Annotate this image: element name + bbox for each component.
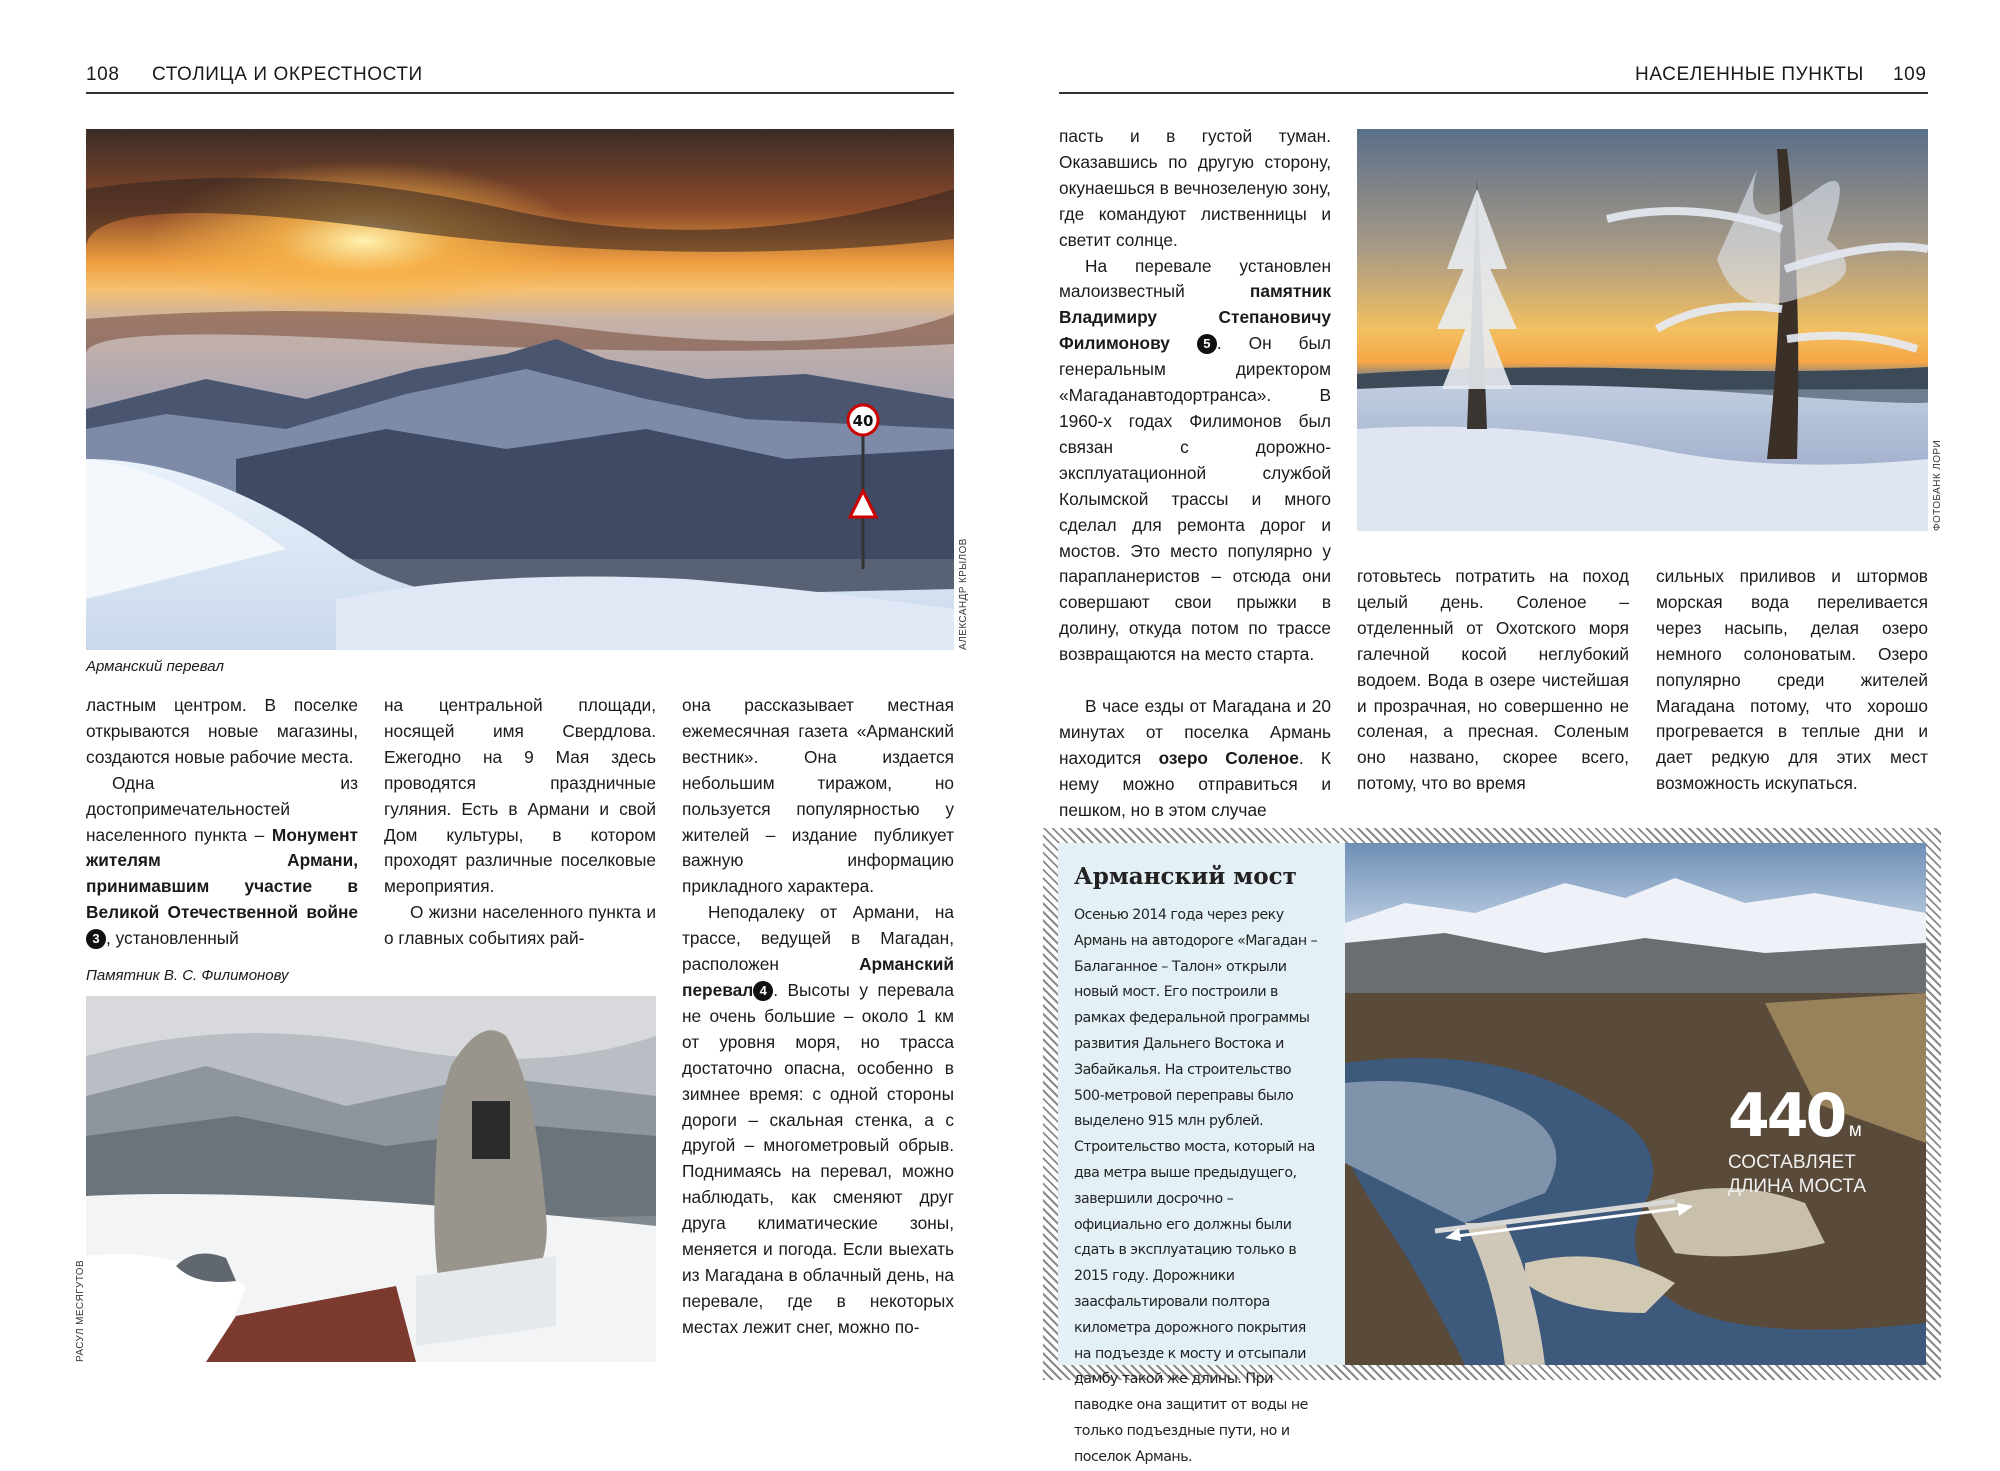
right-page-number: 109 — [1893, 64, 1927, 85]
top-photo-caption: Арманский перевал — [86, 658, 224, 675]
right-column-1: пасть и в густой туман. Оказавшись по другую сторону, окунаешься в вечнозеленую зону, где командуют лиственницы и светит солнце. На перевале установлен малоизвестный памятник Владимиру Степановичу Филимонову 5 . Он был генеральным директором «Магаданавтодортранса». В 1960-х годах Филимонов был связан с дорожно-эксплуатационной службой Колымской трассы и много сделал для ремонта дорог и мостов. Это место популярно у парапланеристов – отсюда они совершают свои прыжки в долину, откуда потом по трассе возвращаются на место старта. В часе езды от Магадана и 20 минутах от поселка Армань находится озеро Соленое. К нему можно отправиться и пешком, но в этом случае — [1059, 126, 1331, 820]
left-section-title: СТОЛИЦА И ОКРЕСТНОСТИ — [152, 64, 423, 85]
bridge-length-line2: ДЛИНА МОСТА — [1728, 1176, 1867, 1197]
bridge-length-line1: СОСТАВЛЯЕТ — [1728, 1152, 1856, 1173]
bridge-length-value: 440 — [1728, 1081, 1845, 1151]
bottom-photo-caption: Памятник В. С. Филимонову — [86, 967, 289, 984]
right-photo-credit: ФОТОБАНК ЛОРИ — [1932, 439, 1943, 531]
bridge-info-box — [1043, 828, 1941, 1465]
right-section-title: НАСЕЛЕННЫЕ ПУНКТЫ — [1635, 64, 1864, 85]
left-column-2: на центральной площади, носящей имя Свердлова. Ежегодно на 9 Мая здесь проводятся праздничные гуляния. Есть в Армани и свой Дом культуры, в котором проходят различные поселковые мероприятия. О жизни населенного пункта и о главных событиях рай- — [384, 695, 656, 949]
speed-sign-text: 40 — [852, 412, 874, 430]
left-page-number: 108 — [86, 64, 120, 85]
left-column-3: она рассказывает местная ежемесячная газета «Арманский вестник». Она издается небольшим тиражом, но пользуется популярностью у жителей – издание публикует важную информацию прикладного характера. Неподалеку от Армани, на трассе, ведущей в Магадан, расположен Арманский перевал 4 . Высоты у перевала не очень большие – около 1 км от уровня моря, но трасса достаточно опасна, особенно в зимнее время: с одной стороны дороги – скальная стенка, а с другой – многометровый обрыв. Поднимаясь на перевал, можно наблюдать, как сменяют друг друга климатические зоны, меняется и погода. Если выехать из Магадана в облачный день, на перевале, где в некоторых местах лежит снег, можно по- — [682, 695, 954, 1337]
right-column-3: сильных приливов и штормов морская вода переливается через насыпь, делая озеро немного солоноватым. Озеро популярно среди жителей Магадана потому, что хорошо прогревается в теплые дни и дает редкую для этих мест возможность искупаться. — [1656, 566, 1928, 794]
marker-3: 3 — [86, 929, 106, 949]
right-column-2: готовьтесь потратить на поход целый день. Соленое – отделенный от Охотского моря галечной косой неглубокий водоем. Вода в озере чистейшая и прозрачная, но совершенно не соленая, а пресная. Соленым оно названо, скорее всего, потому, что во время — [1357, 566, 1629, 794]
bottom-photo-credit: РАСУЛ МЕСЯГУТОВ — [75, 1259, 86, 1362]
top-photo-credit: АЛЕКСАНДР КРЫЛОВ — [958, 538, 969, 650]
armansky-pass-photo — [86, 129, 954, 650]
bridge-box-text: Осенью 2014 года через реку Армань на автодороге «Магадан – Балаганное – Талон» открыли новый мост. Его построили в рамках федеральной программы развития Дальнего Востока и Забайкалья. На строительство 500-метровой переправы было выделено 915 млн рублей. Строительство моста, который на два метра выше предыдущего, завершили досрочно – официально его должны были сдать в эксплуатацию только в 2015 году. Дорожники заасфальтировали полтора километра дорожного покрытия на подъезде к мосту и отсыпали дамбу такой же длины. При паводке она защитит от воды не только подъездные пути, но и поселок Армань. — [1074, 907, 1318, 1465]
marker-4: 4 — [753, 981, 773, 1001]
marker-5: 5 — [1197, 334, 1217, 354]
frosty-trees-photo — [1357, 129, 1928, 531]
bridge-length-unit: м — [1848, 1120, 1862, 1141]
bridge-length-stat — [1728, 1081, 1866, 1199]
left-column-1: ластным центром. В поселке открываются новые магазины, создаются новые рабочие места. Одна из достопримечательностей населенного пункта – Монумент жителям Армани, принимавшим участие в Великой Отечественной войне3 , установленный — [86, 695, 358, 949]
right-header-rule — [1059, 92, 1928, 94]
left-header-rule — [86, 92, 954, 94]
bridge-info-panel — [1058, 843, 1926, 1465]
filimonov-monument-photo — [86, 996, 656, 1362]
bridge-box-title: Арманский мост — [1074, 863, 1297, 890]
